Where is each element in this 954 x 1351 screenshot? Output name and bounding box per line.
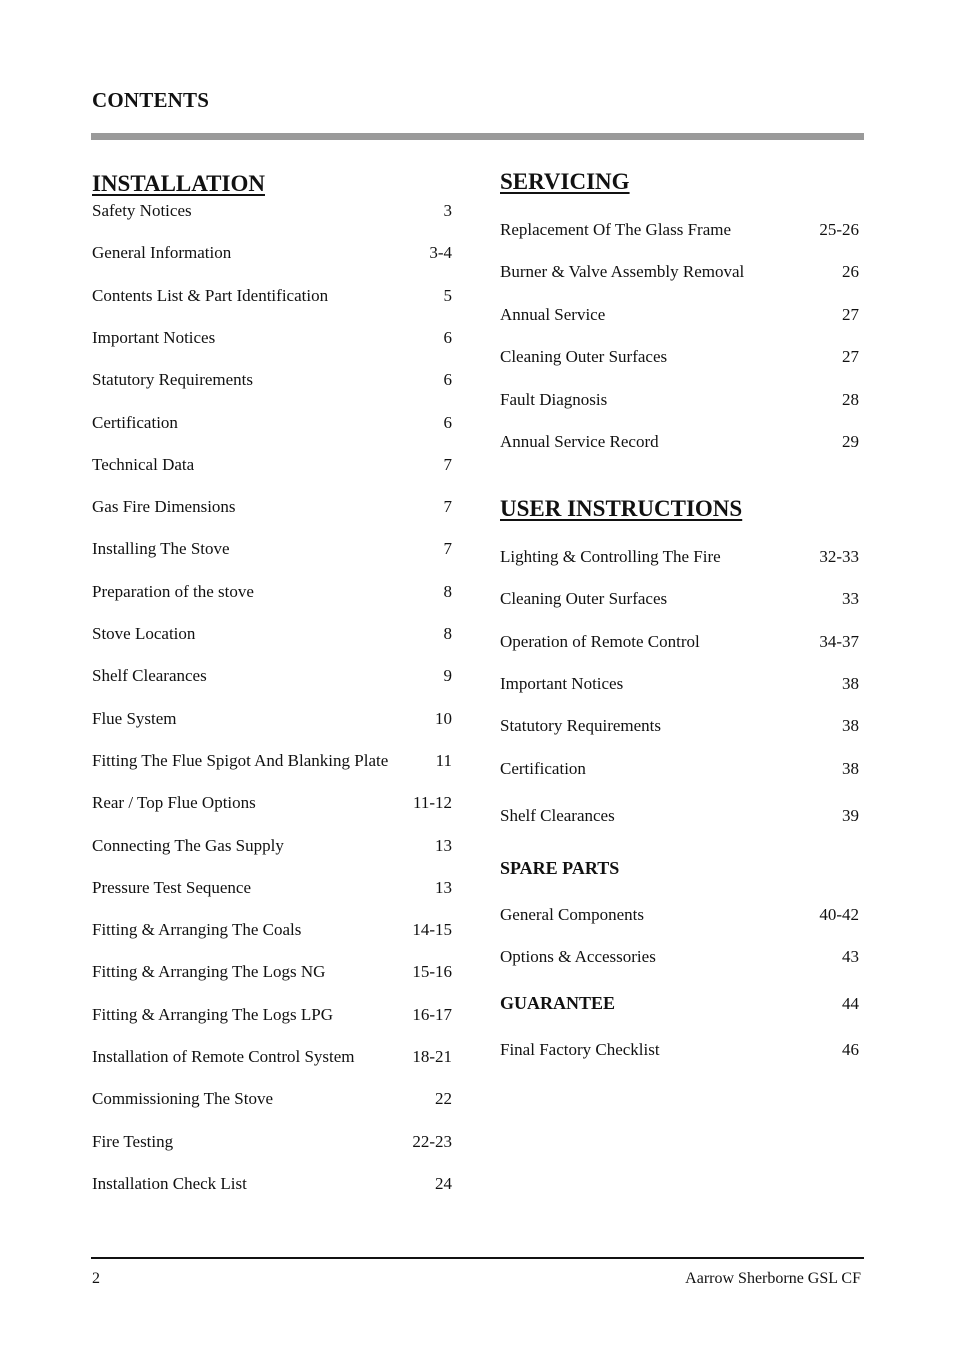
toc-entry-label: Contents List & Part Identification [92, 285, 329, 305]
toc-entry-page: 10 [435, 708, 452, 728]
toc-entry-page: 29 [842, 432, 859, 451]
toc-entry-page: 3 [443, 201, 452, 220]
toc-entry[interactable] [92, 877, 452, 899]
header-rule [91, 133, 864, 140]
toc-entry[interactable] [92, 665, 452, 687]
toc-entry[interactable] [92, 242, 452, 264]
toc-entry[interactable] [500, 946, 859, 968]
toc-entry[interactable] [92, 412, 452, 434]
toc-entry-page: 16-17 [412, 1004, 452, 1024]
toc-entry-label: Shelf Clearances [92, 666, 207, 686]
toc-entry-label: Annual Service Record [500, 432, 659, 451]
toc-entry-page: 15-16 [412, 962, 452, 982]
toc-entry[interactable] [500, 389, 859, 411]
toc-entry-label: Preparation of the stove [92, 581, 254, 601]
toc-entry-label: General Information [92, 243, 232, 263]
toc-entry-page: 27 [842, 304, 859, 324]
toc-entry-page: 7 [443, 539, 452, 559]
toc-entry-page: 8 [443, 581, 452, 601]
toc-entry-page: 11-12 [412, 793, 452, 813]
toc-entry-label: Gas Fire Dimensions [92, 497, 236, 517]
toc-entry-page: 26 [842, 262, 859, 282]
servicing-heading: SERVICING [500, 169, 630, 194]
toc-entry[interactable] [500, 304, 859, 326]
toc-entry-label: Fitting The Flue Spigot And Blanking Plate [92, 750, 389, 770]
footer-rule [91, 1257, 864, 1259]
toc-entry-label: Replacement Of The Glass Frame [500, 220, 732, 239]
toc-entry[interactable] [92, 1173, 452, 1195]
toc-entry-page: 24 [435, 1173, 452, 1193]
footer-document-title: Aarrow Sherborne GSL CF [685, 1270, 861, 1287]
toc-entry-page: 3-4 [429, 243, 452, 263]
toc-entry-page: 28 [842, 389, 859, 409]
installation-heading: INSTALLATION [92, 171, 265, 196]
toc-entry-label: Flue System [92, 708, 177, 728]
toc-entry[interactable] [500, 673, 859, 695]
toc-entry-label: Rear / Top Flue Options [92, 793, 256, 813]
toc-entry-page: 18-21 [412, 1047, 452, 1066]
toc-entry-page: 6 [443, 412, 452, 432]
toc-entry[interactable] [500, 715, 859, 737]
toc-entry[interactable] [92, 369, 452, 391]
toc-entry-label: Certification [500, 759, 586, 778]
toc-entry[interactable] [92, 708, 452, 730]
toc-entry-label: Connecting The Gas Supply [92, 835, 284, 855]
spare-parts-heading: SPARE PARTS [500, 858, 620, 878]
toc-entry-label: General Components [500, 905, 644, 924]
toc-entry[interactable] [92, 1131, 452, 1153]
toc-entry-label: Pressure Test Sequence [92, 877, 252, 897]
toc-entry[interactable] [92, 285, 452, 307]
final-checklist-page: 46 [842, 1040, 859, 1059]
toc-entry[interactable] [92, 1046, 452, 1068]
toc-entry-label: Annual Service [500, 304, 606, 324]
toc-entry-page: 38 [842, 674, 859, 693]
toc-entry-page: 8 [443, 624, 452, 643]
toc-entry-label: Technical Data [92, 454, 195, 474]
toc-entry-label: Fitting & Arranging The Coals [92, 920, 302, 940]
guarantee-page: 44 [842, 994, 859, 1013]
toc-entry-label: Fitting & Arranging The Logs LPG [92, 1004, 333, 1024]
toc-entry[interactable] [92, 919, 452, 941]
toc-entry-page: 6 [443, 327, 452, 347]
toc-entry[interactable] [92, 961, 452, 983]
toc-entry[interactable] [92, 1088, 452, 1110]
toc-entry-label: Important Notices [500, 674, 624, 693]
toc-entry[interactable] [92, 1004, 452, 1026]
toc-entry[interactable] [92, 538, 452, 560]
toc-entry-page: 7 [443, 497, 452, 517]
toc-entry-label: Statutory Requirements [500, 716, 662, 735]
toc-entry-label: Safety Notices [92, 201, 192, 220]
toc-entry-page: 38 [842, 759, 859, 778]
toc-entry[interactable] [92, 623, 452, 645]
guarantee-heading: GUARANTEE [500, 993, 616, 1013]
final-checklist-row[interactable] [500, 1039, 859, 1061]
toc-entry[interactable] [500, 805, 859, 827]
toc-entry[interactable] [92, 496, 452, 518]
toc-entry-page: 5 [443, 285, 452, 305]
toc-entry-label: Fire Testing [92, 1131, 174, 1151]
toc-entry-label: Commissioning The Stove [92, 1089, 274, 1109]
toc-entry-page: 22-23 [412, 1131, 452, 1151]
guarantee-row[interactable] [500, 992, 859, 1014]
toc-entry-label: Installation of Remote Control System [92, 1047, 355, 1066]
toc-entry-page: 13 [435, 835, 452, 855]
toc-entry-label: Fitting & Arranging The Logs NG [92, 962, 326, 982]
page-title: CONTENTS [92, 88, 210, 112]
toc-entry[interactable] [500, 588, 859, 610]
toc-entry-label: Burner & Valve Assembly Removal [500, 262, 745, 282]
toc-entry[interactable] [500, 346, 859, 368]
toc-entry-label: Lighting & Controlling The Fire [500, 547, 721, 566]
toc-entry[interactable] [500, 758, 859, 780]
toc-entry[interactable] [500, 261, 859, 283]
toc-entry-label: Cleaning Outer Surfaces [500, 589, 668, 608]
toc-entry-page: 39 [842, 806, 859, 825]
toc-entry-page: 6 [443, 370, 452, 390]
toc-entry-label: Installation Check List [92, 1173, 247, 1193]
toc-entry-page: 27 [842, 347, 859, 367]
toc-entry-label: Options & Accessories [500, 947, 656, 967]
toc-entry[interactable] [92, 327, 452, 349]
toc-entry-label: Certification [92, 412, 178, 432]
toc-entry-page: 22 [435, 1089, 452, 1109]
toc-entry[interactable] [92, 792, 452, 814]
toc-entry-page: 40-42 [819, 905, 859, 924]
toc-entry[interactable] [500, 431, 859, 453]
toc-entry[interactable] [500, 631, 859, 653]
toc-entry-page: 13 [435, 877, 452, 897]
toc-entry-label: Statutory Requirements [92, 370, 254, 390]
toc-entry-label: Cleaning Outer Surfaces [500, 347, 668, 367]
toc-entry-page: 7 [443, 454, 452, 474]
toc-entry[interactable] [92, 454, 452, 476]
final-checklist-label: Final Factory Checklist [500, 1040, 660, 1059]
toc-entry-page: 38 [842, 716, 859, 735]
toc-entry-label: Fault Diagnosis [500, 389, 608, 409]
toc-entry-label: Important Notices [92, 327, 216, 347]
toc-entry[interactable] [500, 219, 859, 241]
toc-entry-page: 32-33 [819, 547, 859, 566]
toc-entry[interactable] [92, 835, 452, 857]
toc-entry-page: 14-15 [412, 920, 452, 940]
footer-page-number: 2 [92, 1270, 100, 1287]
toc-entry[interactable] [92, 750, 452, 772]
toc-entry[interactable] [500, 904, 859, 926]
toc-entry[interactable] [92, 200, 452, 222]
toc-entry[interactable] [92, 581, 452, 603]
toc-entry[interactable] [500, 546, 859, 568]
toc-entry-label: Installing The Stove [92, 539, 230, 559]
user-instructions-heading: USER INSTRUCTIONS [500, 496, 743, 521]
toc-entry-page: 9 [443, 666, 452, 686]
toc-entry-label: Stove Location [92, 624, 196, 643]
toc-entry-label: Shelf Clearances [500, 806, 615, 825]
toc-entry-page: 33 [842, 589, 859, 608]
toc-entry-page: 34-37 [819, 632, 859, 651]
toc-entry-page: 25-26 [819, 220, 859, 239]
toc-entry-page: 43 [842, 947, 859, 967]
toc-entry-label: Operation of Remote Control [500, 632, 700, 651]
toc-entry-page: 11 [435, 750, 452, 770]
